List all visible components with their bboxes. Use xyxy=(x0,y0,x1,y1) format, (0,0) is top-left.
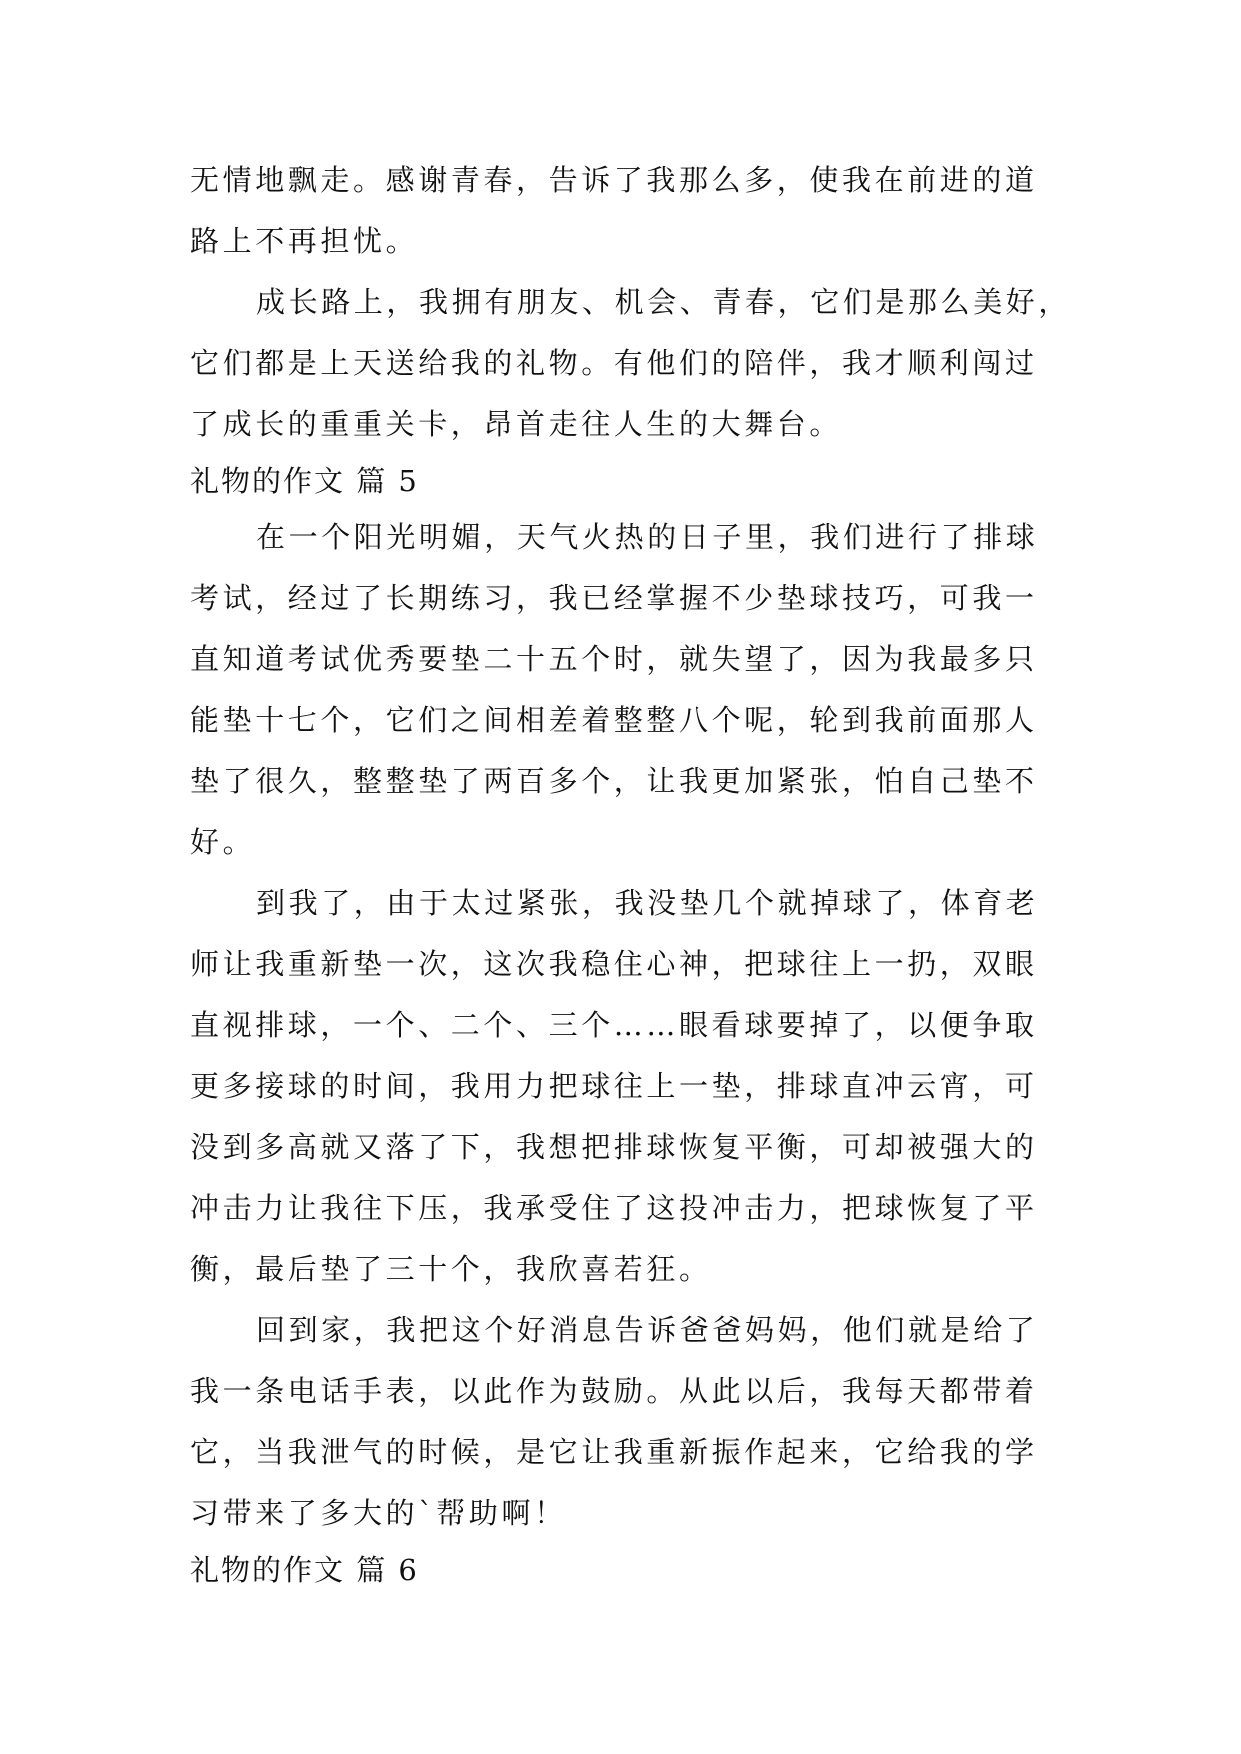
text-line: 我一条电话手表，以此作为鼓励。从此以后，我每天都带着 xyxy=(190,1374,1038,1408)
paragraph-first-line: 到我了，由于太过紧张，我没垫几个就掉球了，体育老 xyxy=(256,886,1039,920)
paragraph-first-line: 成长路上，我拥有朋友、机会、青春，它们是那么美好， xyxy=(256,285,1072,319)
text-line: 考试，经过了长期练习，我已经掌握不少垫球技巧，可我一 xyxy=(190,581,1038,615)
text-line: 好。 xyxy=(190,825,256,859)
text-line: 了成长的重重关卡，昂首走往人生的大舞台。 xyxy=(190,407,843,441)
text-line: 衡，最后垫了三十个，我欣喜若狂。 xyxy=(190,1252,712,1286)
section-heading: 礼物的作文 篇 5 xyxy=(190,464,419,498)
text-line: 更多接球的时间，我用力把球往上一垫，排球直冲云宵，可 xyxy=(190,1069,1038,1103)
text-line: 垫了很久，整整垫了两百多个，让我更加紧张，怕自己垫不 xyxy=(190,764,1038,798)
text-line: 它们都是上天送给我的礼物。有他们的陪伴，我才顺利闯过 xyxy=(190,346,1038,380)
text-line: 冲击力让我往下压，我承受住了这投冲击力，把球恢复了平 xyxy=(190,1191,1038,1225)
text-line: 师让我重新垫一次，这次我稳住心神，把球往上一扔，双眼 xyxy=(190,947,1038,981)
section-heading: 礼物的作文 篇 6 xyxy=(190,1553,419,1587)
text-line: 它，当我泄气的时候，是它让我重新振作起来，它给我的学 xyxy=(190,1435,1038,1469)
paragraph-first-line: 回到家，我把这个好消息告诉爸爸妈妈，他们就是给了 xyxy=(256,1313,1039,1347)
paragraph-first-line: 在一个阳光明媚，天气火热的日子里，我们进行了排球 xyxy=(256,520,1039,554)
text-line: 能垫十七个，它们之间相差着整整八个呢，轮到我前面那人 xyxy=(190,703,1038,737)
text-line: 直知道考试优秀要垫二十五个时，就失望了，因为我最多只 xyxy=(190,642,1038,676)
text-line: 没到多高就又落了下，我想把排球恢复平衡，可却被强大的 xyxy=(190,1130,1038,1164)
text-line: 无情地飘走。感谢青春，告诉了我那么多，使我在前进的道 xyxy=(190,163,1038,197)
text-line: 路上不再担忧。 xyxy=(190,224,419,258)
document-body xyxy=(190,150,1072,1596)
text-line: 习带来了多大的`帮助啊！ xyxy=(190,1496,567,1530)
text-line: 直视排球，一个、二个、三个……眼看球要掉了，以便争取 xyxy=(190,1008,1038,1042)
